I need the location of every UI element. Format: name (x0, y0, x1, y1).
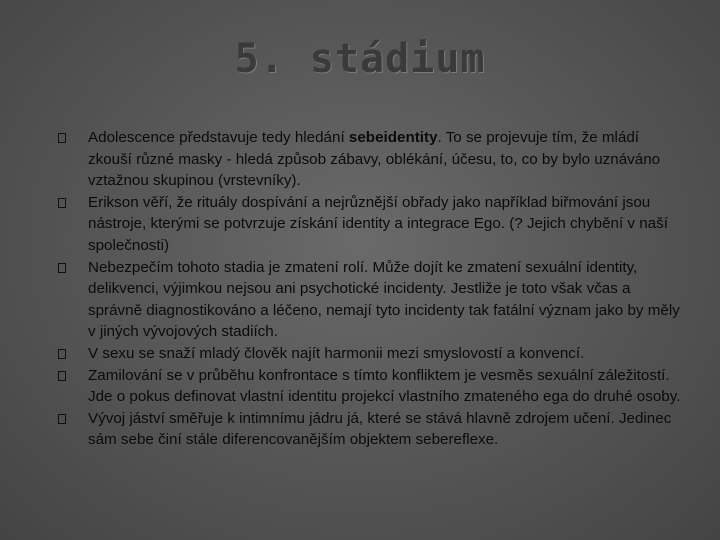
square-bullet-icon (58, 133, 66, 143)
bullet-text-1-bold: sebeidentity (348, 129, 438, 146)
square-bullet-icon (58, 263, 66, 273)
bullet-item-5 (52, 365, 682, 408)
square-bullet-icon (58, 414, 66, 424)
bullet-text-1-start: Adolescence představuje tedy hledání (88, 129, 349, 146)
bullet-text-4: V sexu se snaží mladý člověk najít harmonii mezi smyslovostí a konvencí. (88, 344, 585, 362)
bullet-item-1 (52, 127, 682, 192)
bullet-text-1-end: . To se projevuje tím, že mládí zkouší různé masky - hledá způsob zábavy, oblékání, účesu, to, co by bylo uznáváno vztažnou skupinou (vrstevníky). (88, 129, 661, 190)
square-bullet-icon (58, 349, 66, 359)
bullet-text-6: Vývoj jáství směřuje k intimnímu jádru já, které se stává hlavně zdrojem učení. Jedinec sám sebe činí stále diferencovanějším objektem sebereflexe. (88, 409, 672, 449)
bullet-list (52, 127, 682, 451)
bullet-text-5: Zamilování se v průběhu konfrontace s tímto konfliktem je vesměs sexuální záležitostí. Jde o pokus definovat vlastní identitu projekcí vlastního zmateného ega do druhé osoby. (88, 366, 681, 406)
square-bullet-icon (58, 371, 66, 381)
bullet-text-3: Nebezpečím tohoto stadia je zmatení rolí. Může dojít ke zmatení sexuální identity, delikvenci, výjimkou nejsou ani psychotické incidenty. Jestliže je toto však včas a správně diagnostikováno a léčeno, nemají tyto incidenty tak fatální význam jako by měly v jiných vývojových stadiích. (88, 258, 680, 341)
bullet-item-3 (52, 257, 682, 343)
bullet-item-2 (52, 192, 682, 257)
slide-title: 5. stádium (234, 36, 486, 82)
bullet-item-6 (52, 408, 682, 451)
square-bullet-icon (58, 198, 66, 208)
bullet-text-2: Erikson věří, že rituály dospívání a nejrůznější obřady jako například biřmování jsou nástroje, kterými se potvrzuje získání identity a integrace Ego. (? Jejich chybění v naší společnosti) (88, 193, 668, 254)
bullet-item-4 (52, 343, 682, 365)
